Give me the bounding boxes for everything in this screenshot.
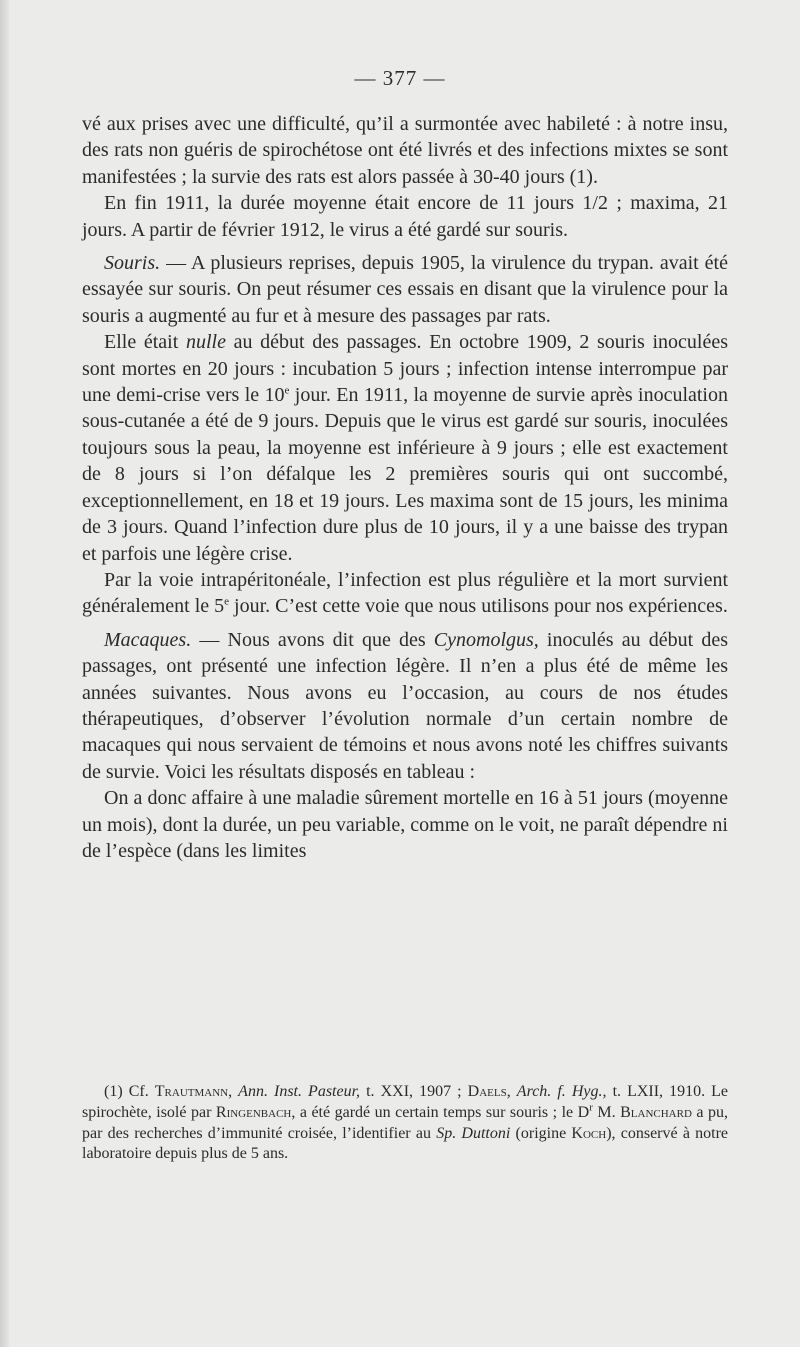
author-name: Blanchard (620, 1103, 692, 1121)
page-gutter-shadow (0, 0, 9, 1347)
footnote-text: M. (592, 1103, 621, 1121)
journal-title: Arch. f. Hyg., (516, 1083, 607, 1100)
paragraph-macaques (82, 627, 728, 785)
paragraph-text: vé aux prises avec une difficulté, qu’il a surmontée avec habileté : à notre insu, des rats non guéris de spirochétose ont été livrés et des infections mixtes se sont manifestées ; la survie des rats est alors passée à 30-40 jours (1). (82, 113, 728, 188)
footnote-1 (82, 1082, 728, 1165)
author-name: Trautmann (154, 1083, 229, 1100)
footnote-text: , (506, 1083, 517, 1100)
paragraph-text: Par la voie intrapéritonéale, l’infection est plus régulière et la mort survient généralement le 5 (82, 568, 728, 618)
paragraph-conclusion (82, 785, 728, 864)
superscript: e (224, 595, 230, 608)
footnote-text: ), conservé à notre laboratoire depuis plus de 5 ans. (82, 1124, 729, 1163)
paragraph-text: jour. En 1911, la moyenne de survie après inoculation sous-cutanée a été de 9 jours. Depuis que le virus est gardé sur souris, inoculées toujours sous la peau, la moyenne est inférieure à 9 jours ; elle est exactement de 8 jours si l’on défalque les 2 premières souris qui ont succombé, exceptionnellement, en 18 et 19 jours. Les maxima sont de 15 jours, les minima de 3 jours. Quand l’infection dure plus de 10 jours, il y a une baisse des trypan et parfois une légère crise. (82, 384, 728, 565)
paragraph-text: — A plusieurs reprises, depuis 1905, la virulence du trypan. avait été essayée sur souris. On peut résumer ces essais en disant que la virulence pour la souris a augmenté au fur et à mesure des passages par rats. (82, 252, 728, 327)
paragraph-rats-1911 (82, 190, 728, 243)
paragraph-text: En fin 1911, la durée moyenne était encore de 11 jours 1/2 ; maxima, 21 jours. A partir de février 1912, le virus a été gardé sur souris. (82, 192, 728, 241)
footnotes (82, 1082, 728, 1165)
footnote-text: , (228, 1083, 239, 1100)
paragraph-text: Elle était (104, 331, 186, 354)
author-name: Ringenbach (215, 1103, 292, 1121)
author-name: Koch (571, 1124, 607, 1142)
paragraph-text: inoculés au début des passages, ont présenté une infection légère. Il n’en a plus été de même les années suivantes. Nous avons eu l’occasion, au cours de nos études thérapeutiques, d’observer l’évolution normale d’un certain nombre de macaques qui nous servaient de témoins et nous avons noté les chiffres suivants de survie. Voici les résultats disposés en tableau : (82, 628, 728, 783)
footnote-text: (1) Cf. (104, 1083, 155, 1100)
species-name: Sp. Duttoni (436, 1124, 511, 1142)
paragraph-text: au début des passages. En octobre 1909, 2 souris inoculées sont mortes en 20 jours : incubation 5 jours ; infection intense interrompue par une demi-crise vers le 10 (82, 331, 728, 407)
footnote-text: t. LXII, 1910. Le spirochète, isolé par (82, 1083, 729, 1121)
body-text (82, 111, 728, 864)
superscript: e (284, 384, 290, 397)
superscript: r (589, 1101, 593, 1114)
footnote-text: t. XXI, 1907 ; (360, 1083, 468, 1100)
section-heading-macaques: Macaques. (104, 628, 192, 651)
journal-title: Ann. Inst. Pasteur, (238, 1083, 361, 1100)
paragraph-intraperitoneale (82, 567, 728, 620)
section-heading-souris: Souris. (104, 252, 161, 275)
footnote-text: (origine (510, 1124, 572, 1142)
paragraph-nulle (82, 329, 728, 567)
author-name: Daels (467, 1083, 507, 1100)
species-name: Cynomolgus, (433, 628, 539, 651)
page-number: — 377 — (354, 66, 446, 90)
paragraph-text: On a donc affaire à une maladie sûrement mortelle en 16 à 51 jours (moyenne un mois), dont la durée, un peu variable, comme on le voit, ne paraît dépendre ni de l’espèce (dans les limites (82, 787, 728, 862)
paragraph-text: — Nous avons dit que des (191, 628, 434, 651)
footnote-text: a pu, par des recherches d’immunité croisée, l’identifier au (82, 1103, 729, 1142)
paragraph-text: jour. C’est cette voie que nous utilisons pour nos expériences. (229, 595, 728, 618)
paragraph-continuation (82, 111, 728, 190)
emphasis-text: nulle (185, 331, 226, 354)
paragraph-souris (82, 250, 728, 329)
footnote-text: , a été gardé un certain temps sur souris ; le D (291, 1103, 590, 1121)
